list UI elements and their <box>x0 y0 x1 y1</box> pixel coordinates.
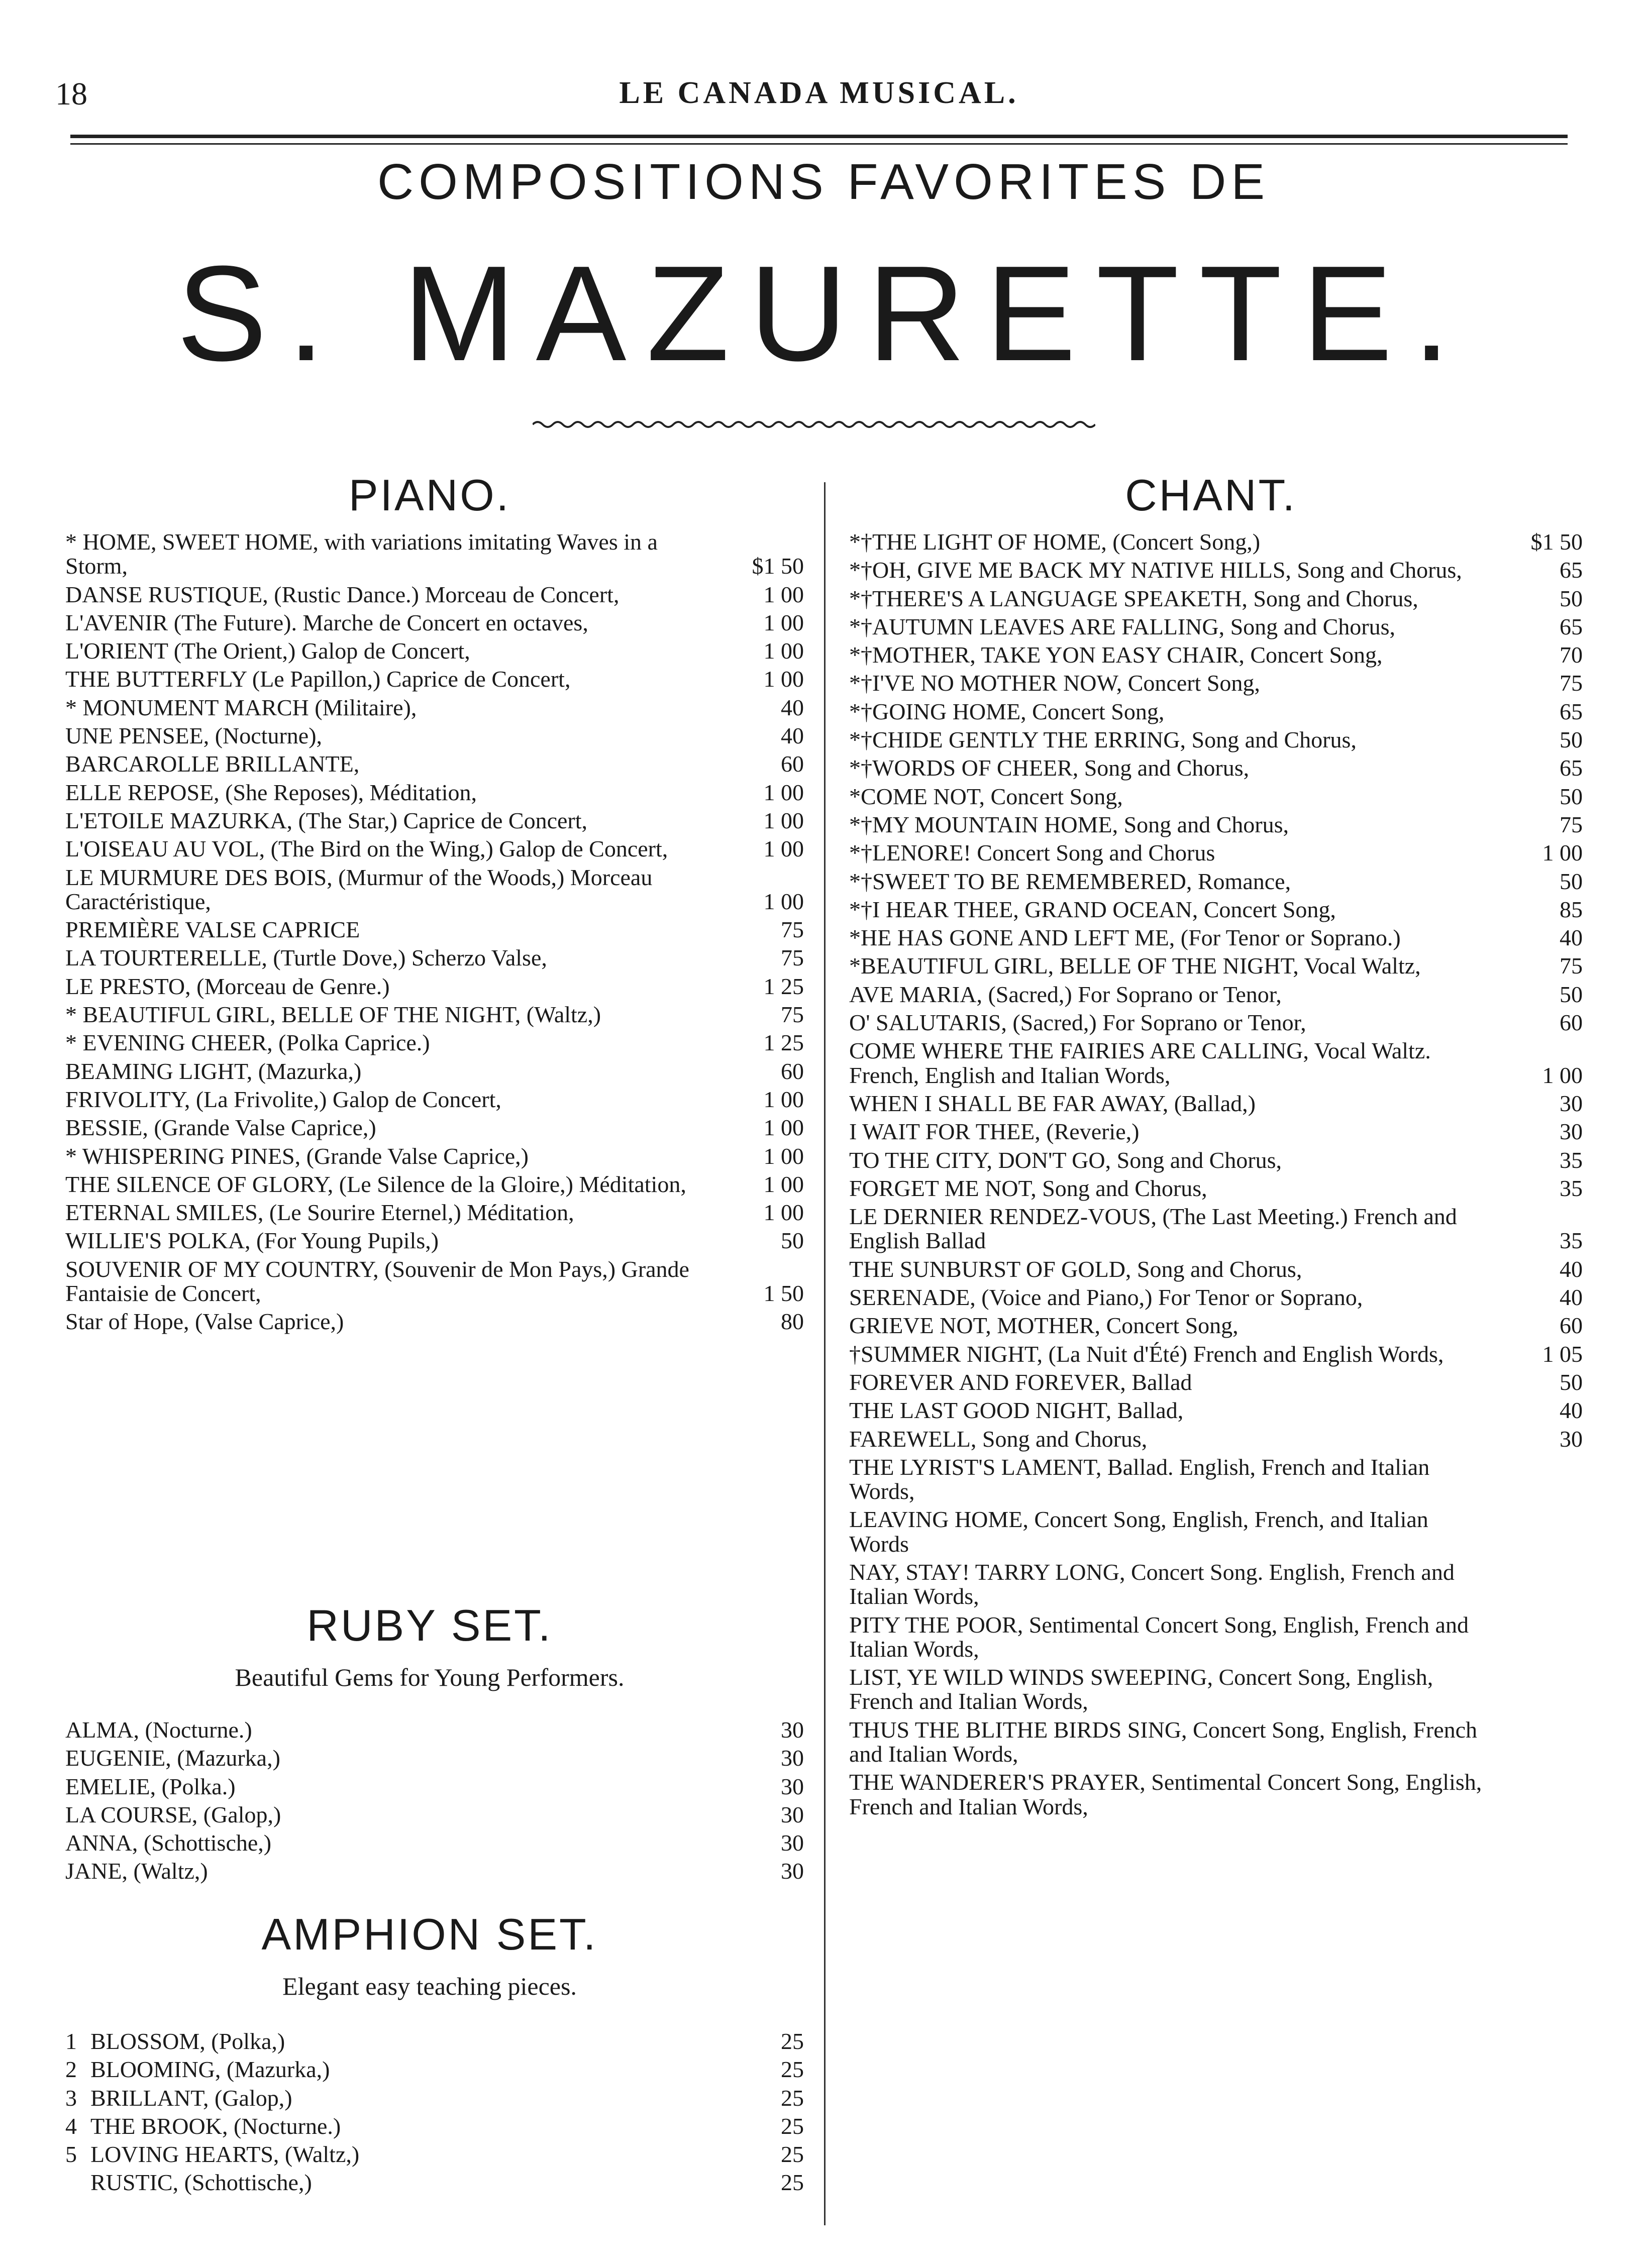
composition-title: *†SWEET TO BE REMEMBERED, Romance, <box>849 868 1291 894</box>
list-item <box>65 1859 804 1883</box>
composition-title: LOVING HEARTS, (Waltz,) <box>90 2141 360 2168</box>
composition-title: THE WANDERER'S PRAYER, Sentimental Concert Song, English, French and Italian Words, <box>849 1769 1482 1819</box>
composition-price: 1 25 <box>763 973 804 999</box>
composition-price: 50 <box>1560 783 1583 809</box>
chant-heading: CHANT. <box>1125 470 1297 520</box>
composition-price: 30 <box>781 1773 804 1799</box>
ruby-list <box>65 1718 804 1888</box>
list-item <box>849 671 1583 695</box>
list-item <box>849 615 1583 639</box>
list-item <box>849 700 1583 724</box>
composition-title: THE LAST GOOD NIGHT, Ballad, <box>849 1397 1184 1424</box>
list-item <box>849 1427 1583 1451</box>
composition-price: 1 00 <box>763 581 804 607</box>
composition-price: 75 <box>1560 670 1583 696</box>
composition-title: * HOME, SWEET HOME, with variations imitating Waves in a Storm, <box>65 529 658 579</box>
list-item <box>849 926 1583 950</box>
composition-price: 35 <box>1560 1175 1583 1201</box>
composition-price: 75 <box>781 1002 804 1028</box>
item-number: 4 <box>65 2113 77 2139</box>
piano-heading: PIANO. <box>348 470 511 520</box>
list-item <box>849 530 1583 554</box>
composition-price: 80 <box>781 1309 804 1335</box>
composition-title: BESSIE, (Grande Valse Caprice,) <box>65 1115 376 1141</box>
composition-price: 1 00 <box>763 1171 804 1197</box>
composition-title: LEAVING HOME, Concert Song, English, French, and Italian Words <box>849 1506 1428 1557</box>
list-item <box>65 781 804 805</box>
composition-price: 65 <box>1560 613 1583 639</box>
list-item <box>849 841 1583 865</box>
composition-title: GRIEVE NOT, MOTHER, Concert Song, <box>849 1313 1239 1339</box>
decorative-squiggle-rule <box>533 419 1095 429</box>
composition-title: PREMIÈRE VALSE CAPRICE <box>65 917 360 943</box>
composition-title: BLOSSOM, (Polka,) <box>90 2028 285 2054</box>
composition-title: *†MY MOUNTAIN HOME, Song and Chorus, <box>849 811 1289 837</box>
list-item <box>65 696 804 720</box>
composition-title: FOREVER AND FOREVER, Ballad <box>849 1369 1192 1395</box>
composition-price: 50 <box>1560 1369 1583 1395</box>
composition-price: 1 00 <box>763 807 804 833</box>
list-item <box>65 1775 804 1799</box>
composition-price: 1 00 <box>763 779 804 805</box>
list-item <box>65 2058 804 2082</box>
list-item <box>65 1116 804 1140</box>
composition-price: 1 00 <box>763 609 804 635</box>
composition-price: 1 00 <box>763 1200 804 1226</box>
composition-title: WHEN I SHALL BE FAR AWAY, (Ballad,) <box>849 1090 1256 1116</box>
composition-price: 1 00 <box>763 836 804 862</box>
list-item <box>849 1665 1583 1714</box>
composition-title: DANSE RUSTIQUE, (Rustic Dance.) Morceau de Concert, <box>65 581 620 607</box>
composition-title: * WHISPERING PINES, (Grande Valse Caprice,) <box>65 1143 529 1169</box>
list-item <box>849 785 1583 809</box>
composition-title: FAREWELL, Song and Chorus, <box>849 1426 1148 1452</box>
composition-title: *†I'VE NO MOTHER NOW, Concert Song, <box>849 670 1260 696</box>
list-item <box>65 1003 804 1027</box>
composition-title: EUGENIE, (Mazurka,) <box>65 1745 280 1771</box>
composition-price: 50 <box>1560 585 1583 611</box>
composition-title: SOUVENIR OF MY COUNTRY, (Souvenir de Mon Pays,) Grande Fantaisie de Concert, <box>65 1256 689 1307</box>
list-item <box>849 1205 1583 1253</box>
list-item <box>849 813 1583 837</box>
list-item <box>849 898 1583 922</box>
composition-price: 50 <box>1560 868 1583 894</box>
list-item <box>849 1455 1583 1504</box>
composition-price: 75 <box>781 945 804 971</box>
composition-title: *†MOTHER, TAKE YON EASY CHAIR, Concert Song, <box>849 642 1383 668</box>
list-item <box>849 1148 1583 1172</box>
list-item <box>65 1257 804 1306</box>
list-item <box>65 611 804 635</box>
composition-title: FORGET ME NOT, Song and Chorus, <box>849 1175 1207 1201</box>
composition-title: *†THERE'S A LANGUAGE SPEAKETH, Song and Chorus, <box>849 585 1418 611</box>
composition-price: 75 <box>1560 953 1583 979</box>
list-item <box>65 1831 804 1855</box>
list-item <box>65 752 804 776</box>
composition-title: PITY THE POOR, Sentimental Concert Song, English, French and Italian Words, <box>849 1611 1469 1662</box>
composition-price: 25 <box>781 2057 804 2083</box>
list-item <box>65 2171 804 2195</box>
composition-title: THE SILENCE OF GLORY, (Le Silence de la Gloire,) Méditation, <box>65 1171 686 1197</box>
list-item <box>65 837 804 861</box>
composer-name: S. MAZURETTE. <box>176 238 1471 389</box>
composition-price: 50 <box>1560 727 1583 753</box>
list-item <box>65 1088 804 1112</box>
item-number: 3 <box>65 2085 77 2111</box>
composition-price: 1 05 <box>1542 1341 1583 1367</box>
composition-price: 50 <box>1560 981 1583 1007</box>
composition-title: *†OH, GIVE ME BACK MY NATIVE HILLS, Song and Chorus, <box>849 557 1462 583</box>
composition-price: 65 <box>1560 698 1583 724</box>
composition-title: L'ETOILE MAZURKA, (The Star,) Caprice de Concert, <box>65 807 588 833</box>
item-number: 5 <box>65 2141 77 2168</box>
composition-price: 1 00 <box>763 1086 804 1112</box>
composition-title: * MONUMENT MARCH (Militaire), <box>65 694 417 720</box>
composition-title: LA COURSE, (Galop,) <box>65 1801 281 1827</box>
composition-title: *†LENORE! Concert Song and Chorus <box>849 840 1215 866</box>
composition-price: 25 <box>781 2085 804 2111</box>
piano-list <box>65 530 804 1338</box>
list-item <box>849 728 1583 752</box>
header-rule <box>70 135 1568 138</box>
composition-title: I WAIT FOR THEE, (Reverie,) <box>849 1119 1140 1145</box>
list-item <box>849 1398 1583 1423</box>
list-item <box>849 643 1583 667</box>
composition-price: 1 25 <box>763 1030 804 1056</box>
composition-title: THE BROOK, (Nocturne.) <box>90 2113 341 2139</box>
composition-price: 40 <box>1560 1284 1583 1311</box>
list-item <box>849 1342 1583 1366</box>
composition-price: 60 <box>781 751 804 777</box>
composition-title: FRIVOLITY, (La Frivolite,) Galop de Concert, <box>65 1086 501 1112</box>
composition-price: 60 <box>781 1058 804 1084</box>
composition-price: $1 50 <box>1530 529 1583 555</box>
composition-title: *†WORDS OF CHEER, Song and Chorus, <box>849 755 1250 781</box>
composition-title: LE PRESTO, (Morceau de Genre.) <box>65 973 390 999</box>
list-item <box>849 1770 1583 1819</box>
ruby-subtitle: Beautiful Gems for Young Performers. <box>235 1663 625 1691</box>
amphion-subtitle: Elegant easy teaching pieces. <box>282 1972 577 2000</box>
composition-title: BEAMING LIGHT, (Mazurka,) <box>65 1058 362 1084</box>
composition-title: EMELIE, (Polka.) <box>65 1773 236 1799</box>
list-item <box>65 1144 804 1168</box>
composition-title: BARCAROLLE BRILLANTE, <box>65 751 360 777</box>
running-title: LE CANADA MUSICAL. <box>619 76 1019 110</box>
composition-price: 75 <box>781 917 804 943</box>
composition-price: 30 <box>781 1858 804 1884</box>
composition-title: LE DERNIER RENDEZ-VOUS, (The Last Meeting.) French and English Ballad <box>849 1204 1457 1254</box>
composition-title: ALMA, (Nocturne.) <box>65 1717 252 1743</box>
item-number: 1 <box>65 2028 77 2054</box>
list-item <box>65 1172 804 1197</box>
list-item <box>849 558 1583 582</box>
list-item <box>849 1370 1583 1394</box>
list-item <box>849 1314 1583 1338</box>
list-item <box>65 2086 804 2110</box>
composition-price: 70 <box>1560 642 1583 668</box>
composition-price: 85 <box>1560 896 1583 922</box>
composition-title: *†I HEAR THEE, GRAND OCEAN, Concert Song, <box>849 896 1336 922</box>
list-item <box>849 1507 1583 1556</box>
list-item <box>65 724 804 748</box>
composition-price: 35 <box>1560 1147 1583 1173</box>
list-item <box>849 954 1583 978</box>
list-item <box>849 1092 1583 1116</box>
composition-title: SERENADE, (Voice and Piano,) For Tenor or Soprano, <box>849 1284 1363 1311</box>
composition-price: 40 <box>781 694 804 720</box>
composition-title: ELLE REPOSE, (She Reposes), Méditation, <box>65 779 477 805</box>
composition-title: THUS THE BLITHE BIRDS SING, Concert Song, English, French and Italian Words, <box>849 1716 1478 1767</box>
list-item <box>65 2114 804 2138</box>
list-item <box>849 1560 1583 1609</box>
list-item <box>65 1059 804 1084</box>
composition-price: 1 00 <box>763 638 804 664</box>
list-item <box>849 1011 1583 1035</box>
ruby-heading: RUBY SET. <box>306 1600 553 1650</box>
list-item <box>849 1257 1583 1281</box>
composition-price: 40 <box>1560 925 1583 951</box>
list-item <box>849 1039 1583 1088</box>
composition-price: $1 50 <box>752 553 804 579</box>
column-divider <box>824 482 826 2225</box>
composition-price: 1 50 <box>763 1280 804 1307</box>
composition-title: *BEAUTIFUL GIRL, BELLE OF THE NIGHT, Vocal Waltz, <box>849 953 1421 979</box>
composition-price: 50 <box>781 1228 804 1254</box>
composition-title: BRILLANT, (Galop,) <box>90 2085 292 2111</box>
list-item <box>849 1285 1583 1310</box>
list-item <box>65 975 804 999</box>
composition-title: THE BUTTERFLY (Le Papillon,) Caprice de Concert, <box>65 666 571 692</box>
composition-price: 30 <box>781 1717 804 1743</box>
composition-price: 40 <box>1560 1397 1583 1424</box>
composition-title: O' SALUTARIS, (Sacred,) For Soprano or Tenor, <box>849 1010 1306 1036</box>
amphion-list <box>65 2029 804 2199</box>
list-item <box>849 983 1583 1007</box>
composition-title: *†CHIDE GENTLY THE ERRING, Song and Chorus, <box>849 727 1357 753</box>
composition-price: 1 00 <box>763 1115 804 1141</box>
list-item <box>849 587 1583 611</box>
list-item <box>65 2142 804 2167</box>
list-item <box>65 1229 804 1253</box>
composition-title: L'OISEAU AU VOL, (The Bird on the Wing,) Galop de Concert, <box>65 836 668 862</box>
list-item <box>849 1718 1583 1767</box>
composition-price: 30 <box>1560 1426 1583 1452</box>
list-item <box>65 866 804 914</box>
composition-title: BLOOMING, (Mazurka,) <box>90 2057 330 2083</box>
composition-title: *†AUTUMN LEAVES ARE FALLING, Song and Chorus, <box>849 613 1395 639</box>
composition-title: *COME NOT, Concert Song, <box>849 783 1123 809</box>
composition-title: ETERNAL SMILES, (Le Sourire Eternel,) Méditation, <box>65 1200 574 1226</box>
chant-list <box>849 530 1583 1823</box>
list-item <box>65 639 804 663</box>
list-item <box>65 583 804 607</box>
list-item <box>65 1746 804 1770</box>
list-item <box>849 870 1583 894</box>
composition-price: 25 <box>781 2028 804 2054</box>
item-number: 2 <box>65 2057 77 2083</box>
composition-price: 65 <box>1560 557 1583 583</box>
composition-price: 25 <box>781 2113 804 2139</box>
page-number: 18 <box>55 76 87 112</box>
composition-price: 1 00 <box>763 666 804 692</box>
page-title: COMPOSITIONS FAVORITES DE <box>377 154 1270 210</box>
composition-price: 30 <box>1560 1119 1583 1145</box>
list-item <box>65 809 804 833</box>
composition-price: 25 <box>781 2141 804 2168</box>
composition-title: TO THE CITY, DON'T GO, Song and Chorus, <box>849 1147 1282 1173</box>
composition-title: LE MURMURE DES BOIS, (Murmur of the Woods,) Morceau Caractéristique, <box>65 864 653 914</box>
composition-price: 40 <box>781 723 804 749</box>
composition-title: NAY, STAY! TARRY LONG, Concert Song. English, French and Italian Words, <box>849 1559 1455 1609</box>
composition-title: †SUMMER NIGHT, (La Nuit d'Été) French and English Words, <box>849 1341 1444 1367</box>
composition-price: 25 <box>781 2170 804 2196</box>
composition-price: 30 <box>1560 1090 1583 1116</box>
list-item <box>65 1803 804 1827</box>
composition-title: *†GOING HOME, Concert Song, <box>849 698 1165 724</box>
composition-price: 60 <box>1560 1313 1583 1339</box>
composition-title: Star of Hope, (Valse Caprice,) <box>65 1309 344 1335</box>
composition-price: 30 <box>781 1745 804 1771</box>
list-item <box>65 1310 804 1334</box>
composition-title: UNE PENSEE, (Nocturne), <box>65 723 323 749</box>
list-item <box>65 918 804 942</box>
list-item <box>65 1718 804 1742</box>
composition-title: LA TOURTERELLE, (Turtle Dove,) Scherzo Valse, <box>65 945 547 971</box>
composition-title: RUSTIC, (Schottische,) <box>90 2170 312 2196</box>
composition-price: 35 <box>1560 1228 1583 1254</box>
composition-price: 1 00 <box>1542 840 1583 866</box>
composition-title: *†THE LIGHT OF HOME, (Concert Song,) <box>849 529 1261 555</box>
composition-title: THE SUNBURST OF GOLD, Song and Chorus, <box>849 1256 1302 1282</box>
composition-title: * EVENING CHEER, (Polka Caprice.) <box>65 1030 430 1056</box>
composition-title: JANE, (Waltz,) <box>65 1858 208 1884</box>
composition-price: 30 <box>781 1801 804 1827</box>
composition-title: * BEAUTIFUL GIRL, BELLE OF THE NIGHT, (Waltz,) <box>65 1002 601 1028</box>
composition-price: 1 00 <box>1542 1062 1583 1088</box>
list-item <box>65 1031 804 1055</box>
composition-price: 40 <box>1560 1256 1583 1282</box>
list-item <box>65 946 804 970</box>
composition-price: 1 00 <box>763 1143 804 1169</box>
composition-price: 65 <box>1560 755 1583 781</box>
list-item <box>65 2029 804 2054</box>
list-item <box>65 667 804 691</box>
composition-title: ANNA, (Schottische,) <box>65 1830 272 1856</box>
list-item <box>849 1120 1583 1144</box>
composition-title: L'AVENIR (The Future). Marche de Concert en octaves, <box>65 609 588 635</box>
list-item <box>849 1176 1583 1201</box>
composition-title: WILLIE'S POLKA, (For Young Pupils,) <box>65 1228 439 1254</box>
list-item <box>65 1201 804 1225</box>
composition-title: AVE MARIA, (Sacred,) For Soprano or Tenor, <box>849 981 1282 1007</box>
amphion-heading: AMPHION SET. <box>261 1909 598 1959</box>
composition-title: L'ORIENT (The Orient,) Galop de Concert, <box>65 638 470 664</box>
list-item <box>849 1613 1583 1662</box>
list-item <box>65 530 804 579</box>
composition-title: THE LYRIST'S LAMENT, Ballad. English, French and Italian Words, <box>849 1454 1430 1504</box>
composition-price: 75 <box>1560 811 1583 837</box>
composition-price: 60 <box>1560 1010 1583 1036</box>
composition-price: 1 00 <box>763 888 804 914</box>
page-header <box>55 75 1583 121</box>
list-item <box>849 756 1583 780</box>
composition-title: COME WHERE THE FAIRIES ARE CALLING, Vocal Waltz. French, English and Italian Words, <box>849 1038 1431 1088</box>
composition-title: LIST, YE WILD WINDS SWEEPING, Concert Song, English, French and Italian Words, <box>849 1664 1433 1714</box>
header-rule-thin <box>70 143 1568 145</box>
composition-title: *HE HAS GONE AND LEFT ME, (For Tenor or Soprano.) <box>849 925 1401 951</box>
composition-price: 30 <box>781 1830 804 1856</box>
